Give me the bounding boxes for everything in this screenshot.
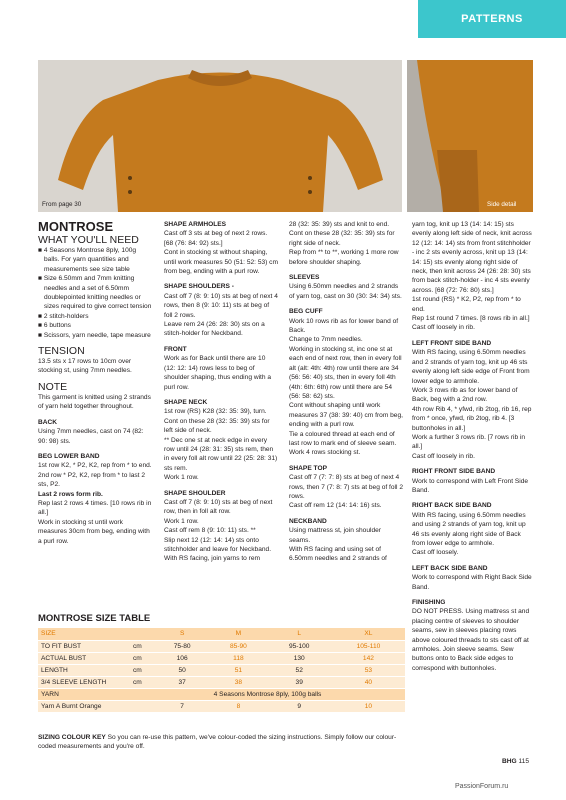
- instruction: yarn tog, knit up 13 (14: 14: 15) sts evenly along left side of neck, knit across 12 (12: 14: 14) sts from front stitchholder - inc 2 sts evenly across, knit up 13 (14: 14: 15) sts evenly along right side of neck, then knit across 24 (26: 28: 30) sts from back stitch-holder - inc 4 sts evenly across. [68 (72: 76: 80) sts.]: [412, 221, 532, 294]
- instruction: ** Dec one st at neck edge in every row until 24 (28: 31: 35) sts rem, then in every foll alt row until 22 (25: 28: 31) sts rem.: [164, 436, 278, 472]
- instruction: Cont in stocking st without shaping, until work measures 50 (51: 52: 53) cm from beg, ending with a purl row.: [164, 249, 278, 276]
- column-3: [289, 220, 403, 564]
- section-heading: LEFT BACK SIDE BAND: [412, 564, 488, 572]
- table-cell: 95-100: [267, 640, 332, 652]
- yarn-value: 4 Seasons Montrose 8ply, 100g balls: [130, 688, 405, 700]
- instruction: Cont on these 28 (32: 35: 39) sts for right side of neck.: [289, 230, 395, 247]
- instruction: Work 10 rows rib as for lower band of Back.: [289, 317, 399, 335]
- column-1: [38, 220, 152, 546]
- instruction: Tie a coloured thread at each end of last row to mark end of sleeve seam.: [289, 430, 397, 447]
- section-heading: SHAPE SHOULDER: [164, 489, 226, 497]
- yarn-colour-row: [38, 700, 405, 712]
- instruction: Cont without shaping until work measures 37 (38: 39: 40) cm from beg, ending with a purl row.: [289, 402, 403, 429]
- instruction: With RS facing, using 6.50mm needles and using 2 strands of yarn tog, knit up 46 sts evenly along right side of Back from lower edge to armhole.: [412, 511, 526, 547]
- table-cell: 7: [154, 700, 210, 712]
- instruction: Working in stocking st, inc one st at each end of next row, then in every foll alt (alt: 4th: 4th) row until there are 34 (56: 56: 40) sts, then in every foll 4th (4th: 6th: 6th) row until there are 54 (56: 58: 62) sts.: [289, 345, 402, 400]
- instruction: Rep last 2 rows 4 times. [10 rows rib in all.]: [38, 499, 152, 517]
- colour-key: [38, 733, 408, 751]
- section-heading: RIGHT FRONT SIDE BAND: [412, 468, 496, 476]
- table-cell: 75-80: [154, 640, 210, 652]
- need-item: ■ 6 buttons: [38, 322, 71, 330]
- instruction: Cast off 7 (7: 7: 8) sts at beg of next 4 rows, then 7 (7: 8: 7) sts at beg of foll 2 rows.: [289, 474, 403, 500]
- instruction: 1st row K2, * P2, K2, rep from * to end.: [38, 462, 152, 470]
- lower-band-heading: BEG LOWER BAND: [38, 452, 100, 460]
- section-heading: FRONT: [164, 345, 187, 353]
- instruction: DO NOT PRESS. Using mattress st and placing centre of sleeves to shoulder seams, sew in sleeves placing rows above coloured threads to sts cast off at armholes. Join sleeve seams. Sew buttons onto to Back side edges to correspond with buttonholes.: [412, 608, 530, 672]
- section-heading: SHAPE TOP: [289, 464, 327, 472]
- instruction: With RS facing, join yarns to rem: [164, 555, 261, 563]
- yarn-row: [38, 688, 405, 700]
- table-row: [38, 640, 405, 652]
- column-4: [412, 220, 534, 673]
- instruction: Work 3 rows rib as for lower band of Back, beg with a 2nd row.: [412, 386, 518, 404]
- photo-caption: From page 30: [42, 201, 82, 208]
- section-heading: BEG CUFF: [289, 308, 323, 316]
- instruction: Work to correspond with Right Back Side Band.: [412, 574, 532, 591]
- instruction: Cast off 3 sts at beg of next 2 rows. [68 (76: 84: 92) sts.]: [164, 230, 268, 247]
- header-cell: XL: [332, 628, 405, 640]
- table-cell: 8: [210, 700, 266, 712]
- header-cell: M: [210, 628, 266, 640]
- table-cell: 3/4 SLEEVE LENGTH: [38, 676, 130, 688]
- section-heading: RIGHT BACK SIDE BAND: [412, 502, 492, 510]
- column-2: [164, 220, 278, 564]
- section-heading: SHAPE ARMHOLES: [164, 221, 227, 228]
- need-item: ■ Scissors, yarn needle, tape measure: [38, 331, 151, 339]
- instruction: Cast off 7 (8: 9: 10) sts at beg of next row, then in foll alt row.: [164, 498, 273, 516]
- table-header-row: [38, 628, 405, 640]
- instruction: 1st row (RS) K28 (32: 35: 39), turn.: [164, 408, 267, 416]
- note-heading: NOTE: [38, 380, 68, 393]
- instruction: Change to 7mm needles.: [289, 336, 363, 344]
- instruction: 4th row Rib 4, * yfwd, rib 2tog, rib 16, rep from * once, yfwd, rib 2tog, rib 4. [3 buttonholes in all.]: [412, 405, 532, 432]
- tension-heading: TENSION: [38, 345, 85, 358]
- table-cell: 106: [154, 652, 210, 664]
- section-tab: PATTERNS: [418, 0, 566, 38]
- need-item: ■ 4 Seasons Montrose 8ply, 100g balls. For yarn quantities and measurements see size table: [38, 247, 137, 273]
- table-cell: cm: [130, 664, 154, 676]
- instruction: Cast off loosely in rib.: [412, 452, 475, 460]
- instruction: Rep from ** to **, working 1 more row before shoulder shaping.: [289, 249, 399, 266]
- table-cell: 9: [267, 700, 332, 712]
- section-heading: SHAPE SHOULDERS -: [164, 283, 234, 291]
- note-text: This garment is knitted using 2 strands of yarn held together throughout.: [38, 393, 151, 411]
- table-cell: 53: [332, 664, 405, 676]
- tension-text: 13.5 sts x 17 rows to 10cm over stocking st, using 7mm needles.: [38, 358, 132, 375]
- section-heading: NECKBAND: [289, 517, 327, 525]
- side-caption: Side detail: [487, 201, 517, 208]
- table-cell: 51: [210, 664, 266, 676]
- table-cell: cm: [130, 640, 154, 652]
- instruction: Rep 1st round 7 times. [8 rows rib in all.]: [412, 315, 530, 323]
- instruction: Leave rem 24 (26: 28: 30) sts on a stitch-holder for Neckband.: [164, 321, 265, 338]
- header-cell: [130, 628, 154, 640]
- table-cell: 105-110: [332, 640, 405, 652]
- table-cell: cm: [130, 676, 154, 688]
- instruction: Work 4 rows stocking st.: [289, 449, 361, 457]
- size-table-title: MONTROSE SIZE TABLE: [38, 613, 151, 624]
- instruction: Using mattress st, join shoulder seams.: [289, 527, 381, 544]
- instruction: 2nd row * P2, K2, rep from * to last 2 sts, P2.: [38, 471, 146, 489]
- table-cell: 40: [332, 676, 405, 688]
- need-item: ■ Size 6.50mm and 7mm knitting needles and a set of 6.50mm doublepointed knitting needles or sizes required to give correct tension: [38, 275, 152, 311]
- page-number: 115: [518, 758, 530, 765]
- table-cell: LENGTH: [38, 664, 130, 676]
- section-heading: FINISHING: [412, 599, 446, 607]
- section-heading: SHAPE NECK: [164, 398, 208, 406]
- table-cell: Yarn A Burnt Orange: [38, 700, 154, 712]
- colour-key-text: So you can re-use this pattern, we've colour-coded the sizing instructions. Simply follow our colour-coded measurements and you're off.: [38, 734, 397, 750]
- table-cell: 37: [154, 676, 210, 688]
- section-heading: LEFT FRONT SIDE BAND: [412, 339, 492, 347]
- sweater-photo: [38, 60, 402, 212]
- table-cell: TO FIT BUST: [38, 640, 130, 652]
- side-detail-photo: [407, 60, 533, 212]
- instruction: Work 1 row.: [164, 474, 199, 482]
- size-table: [38, 628, 405, 713]
- colour-key-heading: SIZING COLOUR KEY: [38, 734, 106, 741]
- table-cell: 52: [267, 664, 332, 676]
- instruction: Work a further 3 rows rib. [7 rows rib in all.]: [412, 433, 526, 451]
- instruction: Cast off loosely.: [412, 549, 459, 557]
- table-cell: 130: [267, 652, 332, 664]
- instruction: Work as for Back until there are 10 (12: 12: 14) rows less to beg of shoulder shaping, thus ending with a purl row.: [164, 355, 272, 391]
- instruction: Using 6.50mm needles and 2 strands of yarn tog, cast on 30 (30: 34: 34) sts.: [289, 283, 402, 300]
- table-cell: ACTUAL BUST: [38, 652, 130, 664]
- instruction: 1st round (RS) * K2, P2, rep from * to end.: [412, 296, 521, 313]
- section-heading: SLEEVES: [289, 274, 320, 282]
- instruction: Last 2 rows form rib.: [38, 490, 103, 498]
- instruction: Work 1 row.: [164, 517, 199, 525]
- table-row: [38, 676, 405, 688]
- instruction: Cast off 7 (8: 9: 10) sts at beg of next 4 rows, then 8 (9: 10: 11) sts at beg of foll 2 rows.: [164, 292, 278, 319]
- header-cell: L: [267, 628, 332, 640]
- header-cell: S: [154, 628, 210, 640]
- table-cell: cm: [130, 652, 154, 664]
- instruction: Cast off loosely in rib.: [412, 324, 475, 332]
- instruction: Cast off rem 8 (9: 10: 11) sts. **: [164, 527, 256, 535]
- pattern-title: MONTROSE: [38, 219, 114, 234]
- table-cell: 118: [210, 652, 266, 664]
- instruction: With RS facing, using 6.50mm needles and 2 strands of yarn tog, knit up 46 sts evenly along left side edge of Front from lower edge to armhole.: [412, 349, 530, 385]
- header-cell: SIZE: [38, 628, 130, 640]
- watermark: PassionForum.ru: [455, 783, 509, 790]
- table-row: [38, 664, 405, 676]
- instruction: Work to correspond with Left Front Side Band.: [412, 477, 529, 494]
- instruction: 28 (32: 35: 39) sts and knit to end.: [289, 221, 390, 228]
- table-cell: 10: [332, 700, 405, 712]
- instruction: Cont on these 28 (32: 35: 39) sts for left side of neck.: [164, 417, 270, 435]
- table-cell: 39: [267, 676, 332, 688]
- back-text: Using 7mm needles, cast on 74 (82: 90: 98) sts.: [38, 428, 144, 445]
- table-cell: 50: [154, 664, 210, 676]
- instruction: With RS facing and using set of 6.50mm needles and 2 strands of: [289, 546, 387, 563]
- yarn-label: YARN: [38, 688, 130, 700]
- table-row: [38, 652, 405, 664]
- need-heading: WHAT YOU'LL NEED: [38, 234, 139, 246]
- table-cell: 142: [332, 652, 405, 664]
- table-cell: 85-90: [210, 640, 266, 652]
- magazine-name: BHG: [502, 758, 517, 765]
- instruction: Cast off rem 12 (14: 14: 16) sts.: [289, 502, 382, 510]
- instruction: Work in stocking st until work measures 30cm from beg, ending with a purl row.: [38, 518, 150, 545]
- need-item: ■ 2 stitch-holders: [38, 312, 89, 320]
- page-folio: [502, 758, 529, 765]
- instruction: Slip next 12 (12: 14: 14) sts onto stitchholder and leave for Neckband.: [164, 536, 272, 553]
- table-cell: 38: [210, 676, 266, 688]
- back-heading: BACK: [38, 418, 58, 426]
